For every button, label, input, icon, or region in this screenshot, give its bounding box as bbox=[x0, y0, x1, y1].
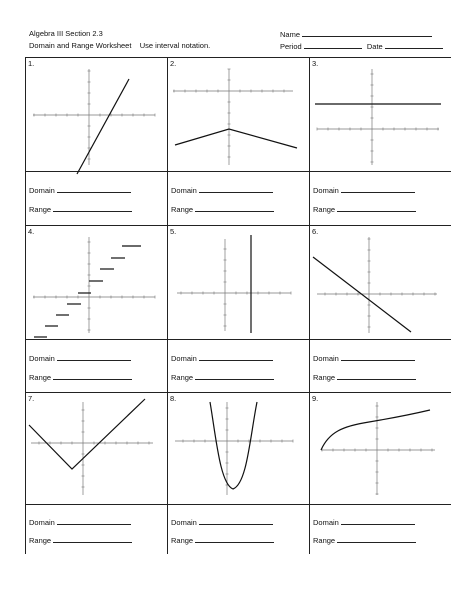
answer-cell bbox=[167, 339, 309, 392]
answer-cell bbox=[167, 504, 309, 554]
domain-label: Domain bbox=[29, 518, 55, 527]
period-field[interactable] bbox=[280, 41, 443, 51]
domain-label: Domain bbox=[313, 518, 339, 527]
domain-blank[interactable] bbox=[199, 185, 273, 193]
name-blank[interactable] bbox=[302, 29, 432, 37]
graph-cell bbox=[309, 225, 451, 339]
domain-answer[interactable] bbox=[29, 185, 131, 195]
range-blank[interactable] bbox=[195, 535, 274, 543]
graph-line bbox=[77, 79, 129, 174]
instructions: Use interval notation. bbox=[139, 41, 211, 50]
graph-cell bbox=[167, 57, 309, 171]
name-label: Name bbox=[280, 30, 301, 39]
range-blank[interactable] bbox=[53, 204, 132, 212]
range-blank[interactable] bbox=[195, 372, 274, 380]
graph-cell bbox=[25, 57, 167, 171]
worksheet-grid bbox=[25, 57, 451, 554]
worksheet-name: Domain and Range Worksheet bbox=[29, 41, 132, 50]
domain-blank[interactable] bbox=[341, 353, 415, 361]
answer-cell bbox=[167, 171, 309, 225]
domain-blank[interactable] bbox=[199, 353, 273, 361]
graph-step-function bbox=[25, 225, 167, 339]
domain-blank[interactable] bbox=[199, 517, 273, 525]
answer-cell bbox=[25, 171, 167, 225]
period-label: Period bbox=[280, 42, 302, 51]
answer-cell bbox=[25, 339, 167, 392]
date-blank[interactable] bbox=[385, 41, 443, 49]
range-answer[interactable] bbox=[29, 372, 132, 382]
range-answer[interactable] bbox=[313, 204, 416, 214]
problem-number: 5. bbox=[170, 227, 177, 236]
range-label: Range bbox=[29, 536, 52, 545]
worksheet-title bbox=[29, 41, 210, 50]
range-blank[interactable] bbox=[337, 372, 416, 380]
range-blank[interactable] bbox=[337, 535, 416, 543]
range-label: Range bbox=[171, 373, 194, 382]
domain-blank[interactable] bbox=[57, 353, 131, 361]
graph-square-root bbox=[321, 410, 430, 450]
answer-cell bbox=[309, 339, 451, 392]
domain-label: Domain bbox=[313, 354, 339, 363]
range-label: Range bbox=[171, 205, 194, 214]
answer-cell bbox=[309, 171, 451, 225]
domain-answer[interactable] bbox=[313, 517, 415, 527]
graph-cell bbox=[167, 392, 309, 504]
domain-answer[interactable] bbox=[29, 517, 131, 527]
problem-number: 8. bbox=[170, 394, 177, 403]
answer-cell bbox=[309, 504, 451, 554]
range-answer[interactable] bbox=[29, 204, 132, 214]
problem-number: 7. bbox=[28, 394, 35, 403]
date-label: Date bbox=[366, 42, 383, 51]
range-blank[interactable] bbox=[53, 535, 132, 543]
domain-answer[interactable] bbox=[313, 353, 415, 363]
domain-blank[interactable] bbox=[57, 185, 131, 193]
range-label: Range bbox=[29, 205, 52, 214]
range-label: Range bbox=[171, 536, 194, 545]
period-blank[interactable] bbox=[304, 41, 362, 49]
course-title: Algebra III Section 2.3 bbox=[29, 29, 103, 38]
graph-square-root bbox=[309, 392, 451, 504]
problem-number: 2. bbox=[170, 59, 177, 68]
graph-parabola bbox=[210, 402, 257, 489]
range-blank[interactable] bbox=[337, 204, 416, 212]
range-label: Range bbox=[313, 373, 336, 382]
range-blank[interactable] bbox=[53, 372, 132, 380]
problem-number: 1. bbox=[28, 59, 35, 68]
domain-blank[interactable] bbox=[57, 517, 131, 525]
range-answer[interactable] bbox=[171, 372, 274, 382]
graph-cell bbox=[25, 225, 167, 339]
domain-answer[interactable] bbox=[313, 185, 415, 195]
range-answer[interactable] bbox=[171, 204, 274, 214]
range-answer[interactable] bbox=[29, 535, 132, 545]
graph-inverted-v bbox=[167, 57, 309, 171]
domain-answer[interactable] bbox=[171, 353, 273, 363]
domain-answer[interactable] bbox=[29, 353, 131, 363]
graph-line bbox=[313, 257, 411, 332]
graph-horizontal-line bbox=[309, 57, 451, 171]
graph-cell bbox=[25, 392, 167, 504]
domain-label: Domain bbox=[171, 186, 197, 195]
name-field[interactable] bbox=[280, 29, 432, 39]
range-label: Range bbox=[29, 373, 52, 382]
graph-line bbox=[309, 225, 451, 339]
answer-cell bbox=[25, 504, 167, 554]
range-blank[interactable] bbox=[195, 204, 274, 212]
graph-absolute-value bbox=[29, 399, 145, 469]
graph-absolute-value bbox=[25, 392, 167, 504]
graph-cell bbox=[309, 392, 451, 504]
domain-blank[interactable] bbox=[341, 185, 415, 193]
domain-label: Domain bbox=[29, 354, 55, 363]
range-label: Range bbox=[313, 205, 336, 214]
domain-answer[interactable] bbox=[171, 517, 273, 527]
range-answer[interactable] bbox=[313, 372, 416, 382]
graph-cell bbox=[309, 57, 451, 171]
domain-label: Domain bbox=[171, 354, 197, 363]
problem-number: 6. bbox=[312, 227, 319, 236]
domain-blank[interactable] bbox=[341, 517, 415, 525]
domain-label: Domain bbox=[171, 518, 197, 527]
range-label: Range bbox=[313, 536, 336, 545]
graph-parabola bbox=[167, 392, 309, 504]
domain-answer[interactable] bbox=[171, 185, 273, 195]
graph-line bbox=[25, 57, 167, 171]
problem-number: 9. bbox=[312, 394, 319, 403]
graph-cell bbox=[167, 225, 309, 339]
range-answer[interactable] bbox=[171, 535, 274, 545]
domain-label: Domain bbox=[29, 186, 55, 195]
graph-inverted-v bbox=[175, 129, 297, 148]
domain-label: Domain bbox=[313, 186, 339, 195]
problem-number: 4. bbox=[28, 227, 35, 236]
problem-number: 3. bbox=[312, 59, 319, 68]
graph-vertical-line bbox=[167, 225, 309, 339]
range-answer[interactable] bbox=[313, 535, 416, 545]
